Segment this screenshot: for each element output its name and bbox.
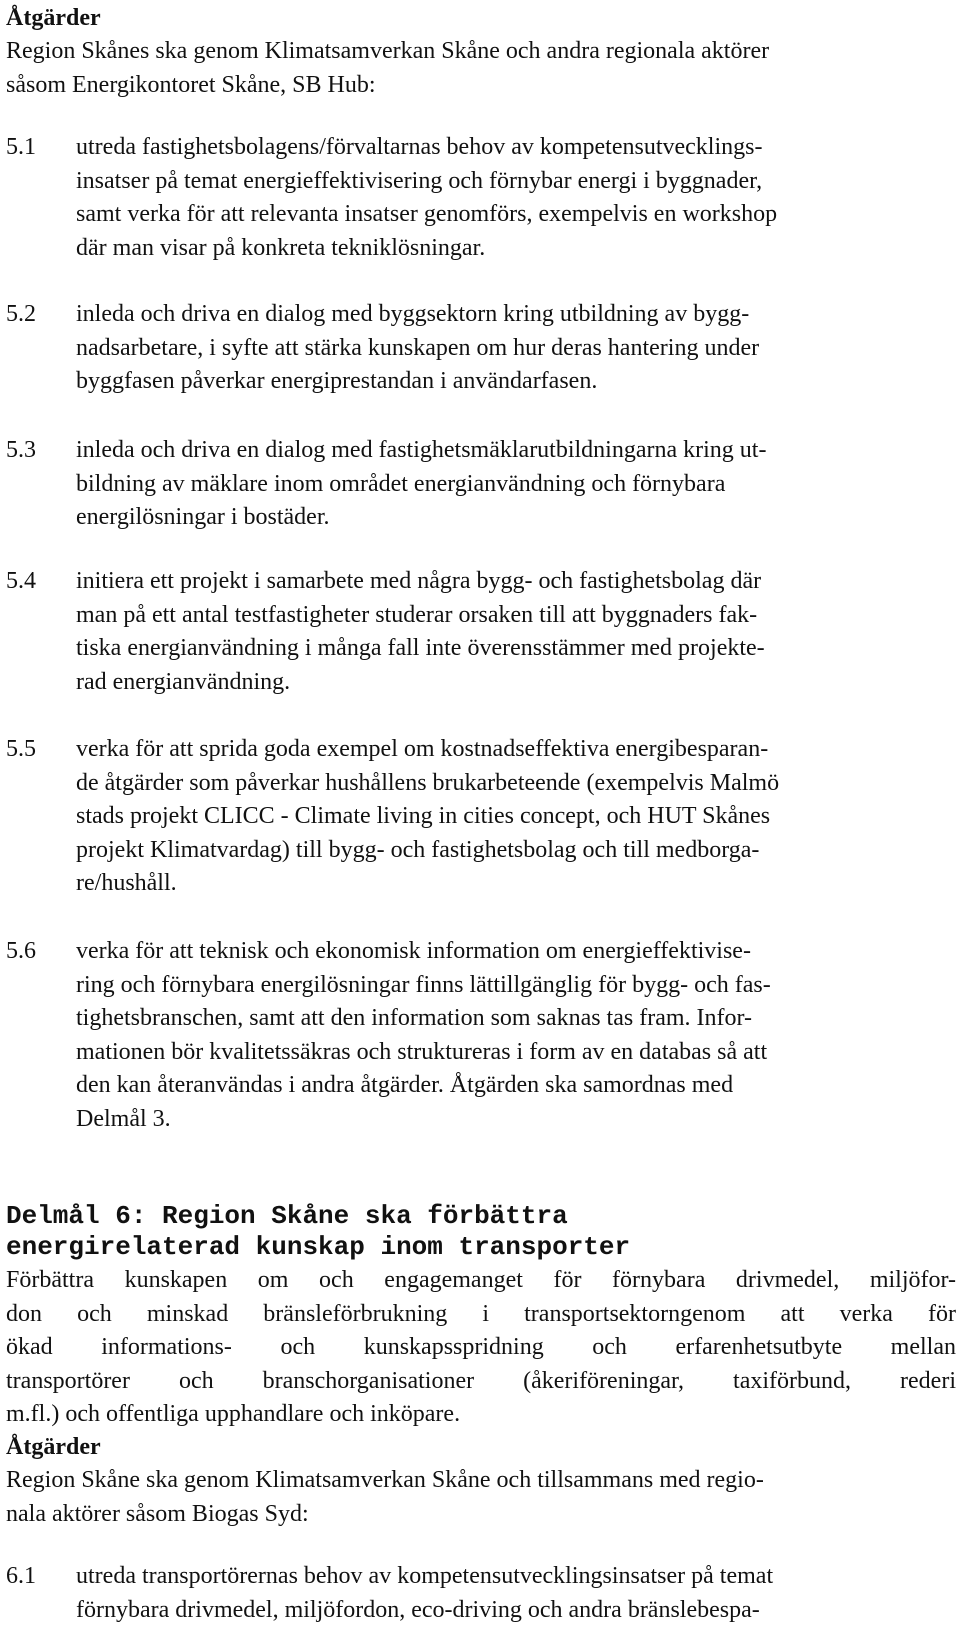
- item-line: man på ett antal testfastigheter studerar orsaken till att byggnaders fak-: [76, 601, 758, 628]
- item-line: ring och förnybara energilösningar finns lättillgänglig för bygg- och fas-: [76, 971, 771, 998]
- section-heading: [6, 2, 956, 36]
- item-number: 5.5: [6, 736, 36, 762]
- item-line: projekt Klimatvardag) till bygg- och fastighetsbolag och till medborga-: [76, 836, 760, 863]
- heading-text: Åtgärder: [6, 1434, 101, 1460]
- body-line: don och minskad bränsleförbrukning i transportsektorngenom att verka för: [6, 1300, 956, 1327]
- item-number: 5.3: [6, 437, 36, 463]
- intro-line: Region Skåne ska genom Klimatsamverkan Skåne och tillsammans med regio-: [6, 1467, 764, 1493]
- item-line: utreda fastighetsbolagens/förvaltarnas behov av kompetensutvecklings-: [76, 134, 763, 160]
- item-line: inleda och driva en dialog med fastighetsmäklarutbildningarna kring ut-: [76, 437, 767, 463]
- item-line: re/hushåll.: [76, 870, 177, 896]
- item-line: mationen bör kvalitetssäkras och struktureras i form av en databas så att: [76, 1038, 768, 1065]
- item-line: tighetsbranschen, samt att den information som saknas tas fram. Infor-: [76, 1005, 753, 1031]
- body-line: m.fl.) och offentliga upphandlare och inköpare.: [6, 1401, 461, 1427]
- item-number: 5.2: [6, 301, 36, 327]
- delmal-heading-line: energirelaterad kunskap inom transporter: [6, 1232, 631, 1262]
- item-line: Delmål 3.: [76, 1105, 171, 1132]
- body-line: transportörer och branschorganisationer (åkeriföreningar, taxiförbund, rederi: [6, 1367, 956, 1394]
- item-text: [76, 1560, 956, 1627]
- item-text: [76, 298, 956, 399]
- section-intro: [6, 35, 956, 102]
- item-line: den kan återanvändas i andra åtgärder. Åtgärden ska samordnas med: [76, 1072, 734, 1098]
- intro-line: Region Skånes ska genom Klimatsamverkan Skåne och andra regionala aktörer: [6, 38, 770, 64]
- intro-line: såsom Energikontoret Skåne, SB Hub:: [6, 71, 376, 98]
- item-line: rad energianvändning.: [76, 668, 291, 695]
- item-text: [76, 935, 956, 1136]
- item-line: nadsarbetare, i syfte att stärka kunskapen om hur deras hantering under: [76, 334, 760, 361]
- item-line: energilösningar i bostäder.: [76, 504, 330, 530]
- heading-text: Åtgärder: [6, 5, 101, 31]
- item-line: de åtgärder som påverkar hushållens brukarbeteende (exempelvis Malmö: [76, 769, 780, 796]
- item-number: 5.1: [6, 134, 36, 160]
- delmal-heading-line: Delmål 6: Region Skåne ska förbättra: [6, 1201, 568, 1231]
- body-line: Förbättra kunskapen om och engagemanget för förnybara drivmedel, miljöfor-: [6, 1267, 956, 1293]
- section-intro: [6, 1464, 956, 1531]
- item-line: verka för att teknisk och ekonomisk information om energieffektivise-: [76, 938, 751, 964]
- item-line: där man visar på konkreta tekniklösningar.: [76, 234, 486, 261]
- intro-line: nala aktörer såsom Biogas Syd:: [6, 1500, 309, 1527]
- item-line: inleda och driva en dialog med byggsektorn kring utbildning av bygg-: [76, 301, 750, 327]
- item-line: initiera ett projekt i samarbete med några bygg- och fastighetsbolag där: [76, 568, 762, 594]
- delmal-body: [6, 1264, 956, 1432]
- delmal-heading: [6, 1201, 956, 1263]
- item-line: byggfasen påverkar energiprestandan i användarfasen.: [76, 368, 598, 394]
- item-number: 5.6: [6, 938, 36, 964]
- item-line: verka för att sprida goda exempel om kostnadseffektiva energibesparan-: [76, 736, 769, 762]
- item-line: förnybara drivmedel, miljöfordon, eco-driving och andra bränslebespa-: [76, 1596, 760, 1623]
- item-text: [76, 131, 956, 265]
- item-text: [76, 565, 956, 699]
- item-number: 5.4: [6, 568, 36, 594]
- item-line: insatser på temat energieffektivisering och förnybar energi i byggnader,: [76, 167, 763, 194]
- section-heading: [6, 1431, 956, 1465]
- body-line: ökad informations- och kunskapsspridning och erfarenhetsutbyte mellan: [6, 1334, 956, 1360]
- item-text: [76, 733, 956, 901]
- item-number: 6.1: [6, 1563, 36, 1589]
- item-line: tiska energianvändning i många fall inte överensstämmer med projekte-: [76, 635, 765, 661]
- item-text: [76, 434, 956, 535]
- item-line: bildning av mäklare inom området energianvändning och förnybara: [76, 470, 726, 497]
- item-line: utreda transportörernas behov av kompetensutvecklingsinsatser på temat: [76, 1563, 774, 1589]
- item-line: samt verka för att relevanta insatser genomförs, exempelvis en workshop: [76, 201, 778, 227]
- item-line: stads projekt CLICC - Climate living in cities concept, och HUT Skånes: [76, 803, 771, 829]
